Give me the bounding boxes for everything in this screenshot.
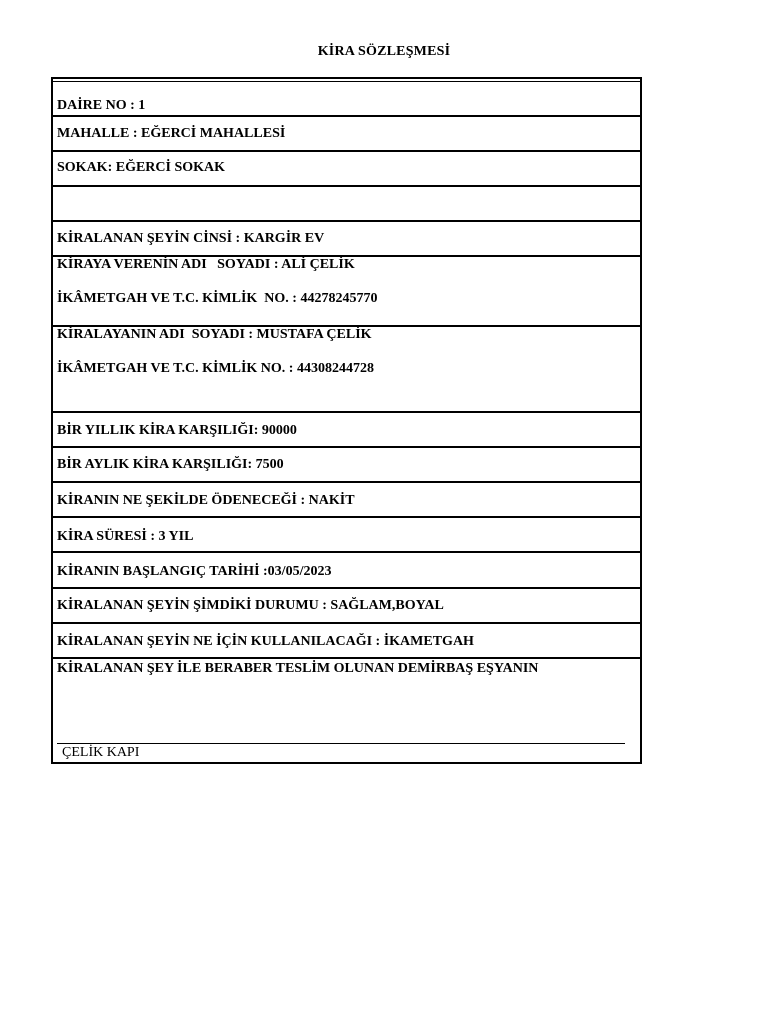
sokak-text: SOKAK: EĞERCİ SOKAK (57, 160, 226, 175)
demirbas-label-text: KİRALANAN ŞEY İLE BERABER TESLİM OLUNAN DEMİRBAŞ EŞYANIN (57, 661, 539, 676)
row-kiraya-veren (53, 255, 640, 327)
row-demirbas (53, 657, 640, 762)
simdiki-durum-text: KİRALANAN ŞEYİN ŞİMDİKİ DURUMU : SAĞLAM,BOYAL (57, 598, 444, 613)
yillik-kira-text: BİR YILLIK KİRA KARŞILIĞI: 90000 (57, 423, 297, 438)
row-simdiki-durum (53, 587, 640, 624)
kiraya-veren-ikamet-text: İKÂMETGAH VE T.C. KİMLİK NO. : 44278245770 (57, 291, 378, 306)
kiraya-veren-adi-text: KİRAYA VERENİN ADI SOYADI : ALİ ÇELİK (57, 257, 355, 272)
row-kiralayan (53, 325, 640, 413)
aylik-kira-text: BİR AYLIK KİRA KARŞILIĞI: 7500 (57, 457, 284, 472)
demirbas-underline (57, 743, 625, 744)
kiralayan-ikamet-text: İKÂMETGAH VE T.C. KİMLİK NO. : 44308244728 (57, 361, 374, 376)
document-title: KİRA SÖZLEŞMESİ (317, 44, 451, 59)
kiralayan-adi-text: KİRALAYANIN ADI SOYADI : MUSTAFA ÇELİK (57, 327, 372, 342)
row-mahalle (53, 115, 640, 152)
kiralanan-cinsi-text: KİRALANAN ŞEYİN CİNSİ : KARGİR EV (57, 231, 325, 246)
lease-form-table (51, 77, 642, 764)
row-sokak (53, 150, 640, 187)
odeme-sekli-text: KİRANIN NE ŞEKİLDE ÖDENECEĞİ : NAKİT (57, 493, 355, 508)
demirbas-value-text: ÇELİK KAPI (62, 745, 140, 760)
row-daire-no (53, 79, 640, 117)
row-odeme-sekli (53, 481, 640, 518)
row-kiralanan-cinsi (53, 220, 640, 257)
baslangic-tarihi-text: KİRANIN BAŞLANGIÇ TARİHİ :03/05/2023 (57, 564, 332, 579)
kira-suresi-text: KİRA SÜRESİ : 3 YIL (57, 529, 194, 544)
daire-no-text: DAİRE NO : 1 (57, 98, 146, 113)
mahalle-text: MAHALLE : EĞERCİ MAHALLESİ (57, 126, 286, 141)
row-kullanim-amaci (53, 622, 640, 659)
row-empty (53, 185, 640, 222)
row-baslangic-tarihi (53, 551, 640, 589)
row-yillik-kira (53, 411, 640, 448)
row-aylik-kira (53, 446, 640, 483)
kullanim-amaci-text: KİRALANAN ŞEYİN NE İÇİN KULLANILACAĞI : İKAMETGAH (57, 634, 474, 649)
row-kira-suresi (53, 516, 640, 553)
